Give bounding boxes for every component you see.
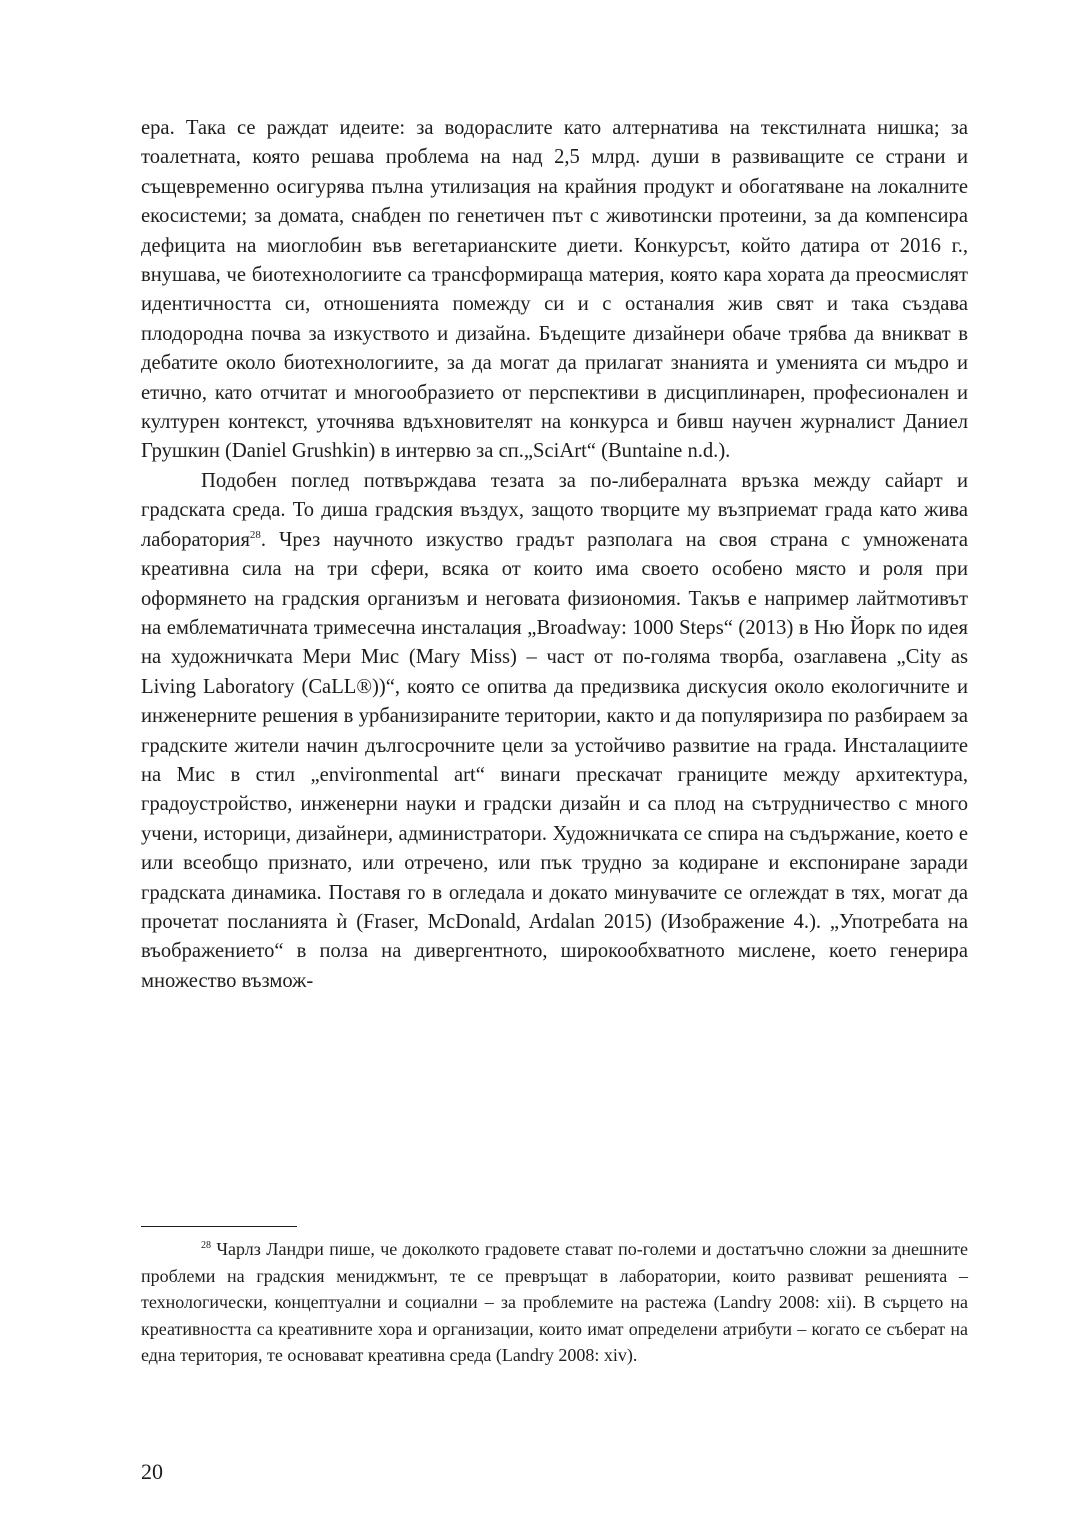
paragraph-1: ера. Така се раждат идеите: за водораслите като алтернатива на текстилната нишка; за тоалетната, която решава проблема на над 2,5 млрд. души в развиващите се страни и същевременно осигурява пълна утилизация на крайния продукт и обогатяване на локалните екосистеми; за домата, снабден по генетичен път с животински протеини, за да компенсира дефицита на миоглобин във вегетарианските диети. Конкурсът, който датира от 2016 г., внушава, че биотехнологиите са трансформираща материя, която кара хората да преосмислят идентичността си, отношенията помежду си и с останалия жив свят и така създава плодородна почва за изкуството и дизайна. Бъдещите дизайнери обаче трябва да вникват в дебатите около биотехнологиите, за да могат да прилагат знанията и уменията си мъдро и етично, като отчитат и многообразието от перспективи в дисциплинарен, професионален и културен контекст, уточнява вдъхновителят на конкурса и бивш научен журналист Даниел Грушкин (Daniel Grushkin) в интервю за сп.„SciArt“ (Buntaine n.d.). — [141, 117, 968, 463]
footnote-number: 28 — [201, 1240, 211, 1251]
paragraph-2 — [141, 467, 968, 996]
footnote-reference[interactable]: 28 — [249, 528, 261, 541]
paragraph-2-part-1: Подобен поглед потвърждава тезата за по-либералната връзка между сайарт и градската среда. То диша градския въздух, защото творците му възприемат града като жива лаборатория — [141, 469, 968, 551]
footnote-divider — [141, 1226, 297, 1227]
footnote-text: Чарлз Ландри пише, че доколкото градовете стават по-големи и достатъчно сложни за днешните проблеми на градския мениджмънт, те се превръщат в лаборатории, които развиват решенията – технологически, концептуални и социални – за проблемите на растежа (Landry 2008: xii). В сърцето на креативността са креативните хора и организации, които имат определени атрибути – когато се съберат на една територия, те основават креативна среда (Landry 2008: xiv). — [141, 1239, 968, 1366]
page-number: 20 — [141, 1459, 163, 1484]
paragraph-2-part-2: . Чрез научното изкуство градът разполага на своя страна с умножената креативна сила на три сфери, всяка от които има своето особено място и роля при оформянето на градския организъм и неговата физиономия. Такъв е например лайтмотивът на емблематичната тримесечна инсталация „Broadway: 1000 Steps“ (2013) в Ню Йорк по идея на художничката Мери Мис (Mary Miss) – част от по-голяма творба, озаглавена „City as Living Laboratory (CaLL®))“, която се опитва да предизвика дискусия около екологичните и инженерните решения в урбанизираните територии, както и да популяризира по разбираем за градските жители начин дългосрочните цели за устойчиво развитие на града. Инсталациите на Мис в стил „environmental art“ винаги прескачат границите между архитектура, градоустройство, инженерни науки и градски дизайн и са плод на сътрудничество с много учени, историци, дизайнери, администратори. Художничката се спира на съдържание, което е или всеобщо признато, или отречено, или пък трудно за кодиране и експониране заради градската динамика. Поставя го в огледала и докато минувачите се оглеждат в тях, могат да прочетат посланията ѝ (Fraser, McDonald, Ardalan 2015) (Изображение 4.). „Употребата на въображението“ в полза на дивергентното, широкообхватното мислене, което генерира множество възмож- — [141, 528, 968, 992]
main-text — [141, 114, 968, 996]
footnote — [141, 1236, 968, 1369]
